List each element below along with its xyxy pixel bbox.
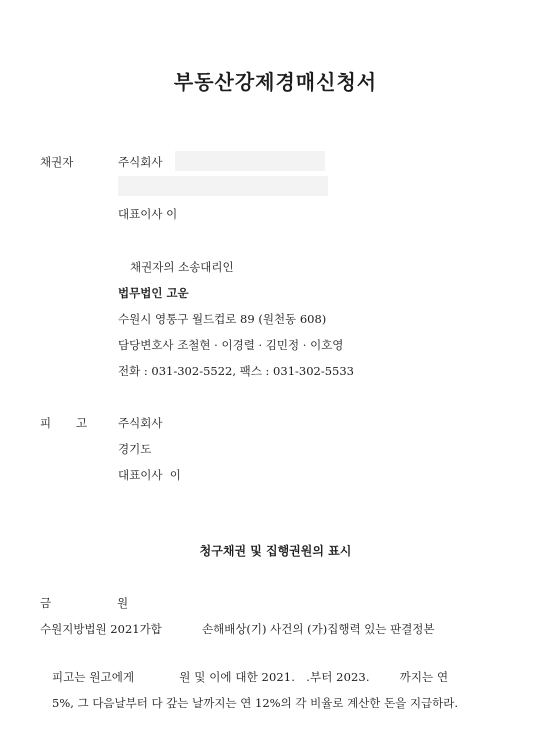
creditor-label: 채권자	[40, 155, 74, 169]
contact-info: 전화 : 031-302-5522, 팩스 : 031-302-5533	[118, 364, 354, 378]
case-title: 손해배상(기) 사건의 (가)집행력 있는 판결정본	[202, 622, 435, 636]
law-firm-name: 법무법인 고운	[118, 286, 189, 300]
defendant-place: 경기도	[118, 442, 152, 456]
defendant-label-second: 고	[76, 416, 88, 430]
judgment-text-line-1: 피고는 원고에게 원 및 이에 대한 2021. .부터 2023. 까지는 연	[52, 670, 449, 684]
amount-unit: 원	[117, 596, 129, 610]
judgment-text-line-2: 5%, 그 다음날부터 다 갚는 날까지는 연 12%의 각 비율로 계산한 돈을 지급하라.	[52, 696, 459, 710]
counsel-heading: 채권자의 소송대리인	[130, 260, 234, 274]
redacted-area	[175, 151, 325, 171]
law-firm-address: 수원시 영통구 월드컵로 89 (원천동 608)	[118, 312, 327, 326]
defendant-company: 주식회사	[118, 416, 163, 430]
redacted-area	[118, 176, 328, 196]
creditor-company: 주식회사	[118, 155, 163, 169]
attorney-names: 담당변호사 조철현 · 이경렬 · 김민정 · 이호영	[118, 338, 344, 352]
court-case-number: 수원지방법원 2021가합	[40, 622, 162, 636]
claim-section-title: 청구채권 및 집행권원의 표시	[199, 544, 352, 558]
creditor-representative: 대표이사 이	[118, 207, 178, 221]
document-title: 부동산강제경매신청서	[173, 70, 378, 94]
defendant-representative: 대표이사 이	[118, 468, 181, 482]
defendant-label-first: 피	[40, 416, 52, 430]
amount-label: 금	[40, 596, 52, 610]
